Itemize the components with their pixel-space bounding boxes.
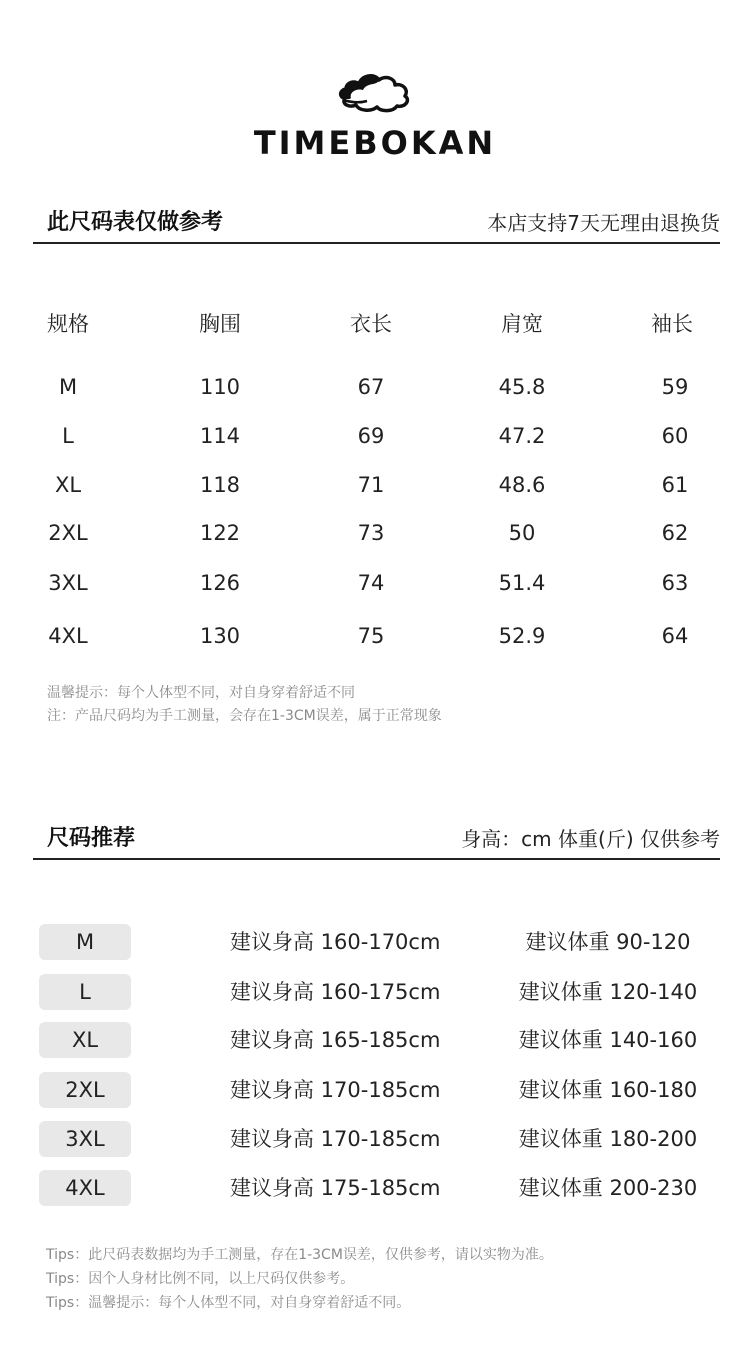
recommend-title: 尺码推荐 bbox=[47, 826, 136, 851]
table-cell: 122 bbox=[199, 521, 241, 545]
tip-text: Tips：温馨提示：每个人体型不同，对自身穿着舒适不同。 bbox=[46, 1295, 411, 1311]
size-table-header bbox=[33, 208, 720, 244]
table-cell: XL bbox=[54, 473, 82, 497]
table-cell: 48.6 bbox=[498, 473, 546, 497]
table-row bbox=[0, 621, 750, 651]
size-note: 注：产品尺码均为手工测量，会存在1-3CM误差，属于正常现象 bbox=[47, 708, 442, 724]
table-row bbox=[0, 421, 750, 451]
table-cell: 59 bbox=[661, 375, 689, 399]
size-badge: XL bbox=[39, 1022, 131, 1058]
table-cell: 130 bbox=[199, 624, 241, 648]
table-cell: 64 bbox=[661, 624, 689, 648]
table-cell: 3XL bbox=[48, 571, 88, 595]
weight-suggestion: 建议体重 120-140 bbox=[518, 980, 698, 1004]
size-table-title: 此尺码表仅做参考 bbox=[47, 210, 224, 235]
recommend-row bbox=[0, 924, 750, 960]
table-cell: 50 bbox=[508, 521, 536, 545]
recommend-row bbox=[0, 974, 750, 1010]
recommend-row bbox=[0, 1121, 750, 1157]
weight-suggestion: 建议体重 140-160 bbox=[518, 1028, 698, 1052]
table-cell: 74 bbox=[357, 571, 385, 595]
height-suggestion: 建议身高 160-170cm bbox=[230, 930, 441, 954]
table-cell: L bbox=[62, 424, 74, 448]
table-cell: 62 bbox=[661, 521, 689, 545]
table-cell: 47.2 bbox=[498, 424, 546, 448]
column-header: 规格 bbox=[47, 312, 89, 336]
size-badge: 4XL bbox=[39, 1170, 131, 1206]
table-cell: M bbox=[58, 375, 78, 399]
size-note: 温馨提示：每个人体型不同，对自身穿着舒适不同 bbox=[47, 685, 355, 701]
height-suggestion: 建议身高 160-175cm bbox=[230, 980, 441, 1004]
table-cell: 67 bbox=[357, 375, 385, 399]
column-header: 胸围 bbox=[199, 312, 241, 336]
brand-logo bbox=[0, 70, 750, 114]
tip-text: Tips：因个人身材比例不同，以上尺码仅供参考。 bbox=[46, 1271, 355, 1287]
weight-suggestion: 建议体重 160-180 bbox=[518, 1078, 698, 1102]
recommend-header bbox=[33, 824, 720, 860]
table-cell: 60 bbox=[661, 424, 689, 448]
table-cell: 45.8 bbox=[498, 375, 546, 399]
table-cell: 73 bbox=[357, 521, 385, 545]
table-row bbox=[0, 470, 750, 500]
weight-suggestion: 建议体重 180-200 bbox=[518, 1127, 698, 1151]
table-cell: 4XL bbox=[48, 624, 88, 648]
tip-text: Tips：此尺码表数据均为手工测量，存在1-3CM误差，仅供参考，请以实物为准。 bbox=[46, 1247, 553, 1263]
table-cell: 69 bbox=[357, 424, 385, 448]
column-header: 肩宽 bbox=[501, 312, 543, 336]
size-badge: 3XL bbox=[39, 1121, 131, 1157]
table-cell: 63 bbox=[661, 571, 689, 595]
size-badge: M bbox=[39, 924, 131, 960]
recommend-row bbox=[0, 1072, 750, 1108]
size-badge: L bbox=[39, 974, 131, 1010]
table-cell: 114 bbox=[199, 424, 241, 448]
brand-name: TIMEBOKAN bbox=[253, 124, 497, 162]
height-suggestion: 建议身高 170-185cm bbox=[230, 1078, 441, 1102]
recommend-row bbox=[0, 1170, 750, 1206]
table-row bbox=[0, 372, 750, 402]
table-cell: 52.9 bbox=[498, 624, 546, 648]
height-suggestion: 建议身高 165-185cm bbox=[230, 1028, 441, 1052]
table-cell: 110 bbox=[199, 375, 241, 399]
column-header: 衣长 bbox=[350, 312, 392, 336]
table-cell: 118 bbox=[199, 473, 241, 497]
table-cell: 61 bbox=[661, 473, 689, 497]
size-badge: 2XL bbox=[39, 1072, 131, 1108]
height-suggestion: 建议身高 175-185cm bbox=[230, 1176, 441, 1200]
weight-suggestion: 建议体重 90-120 bbox=[525, 930, 691, 954]
recommend-subtitle: 身高：cm 体重(斤) 仅供参考 bbox=[461, 827, 720, 851]
recommend-row bbox=[0, 1022, 750, 1058]
table-row bbox=[0, 518, 750, 548]
table-row bbox=[0, 568, 750, 598]
cloud-icon bbox=[337, 70, 413, 114]
height-suggestion: 建议身高 170-185cm bbox=[230, 1127, 441, 1151]
return-policy: 本店支持7天无理由退换货 bbox=[487, 211, 720, 235]
table-cell: 75 bbox=[357, 624, 385, 648]
size-table-head-row bbox=[0, 309, 750, 339]
table-cell: 51.4 bbox=[498, 571, 546, 595]
table-cell: 2XL bbox=[48, 521, 88, 545]
column-header: 袖长 bbox=[651, 312, 693, 336]
table-cell: 71 bbox=[357, 473, 385, 497]
table-cell: 126 bbox=[199, 571, 241, 595]
weight-suggestion: 建议体重 200-230 bbox=[518, 1176, 698, 1200]
